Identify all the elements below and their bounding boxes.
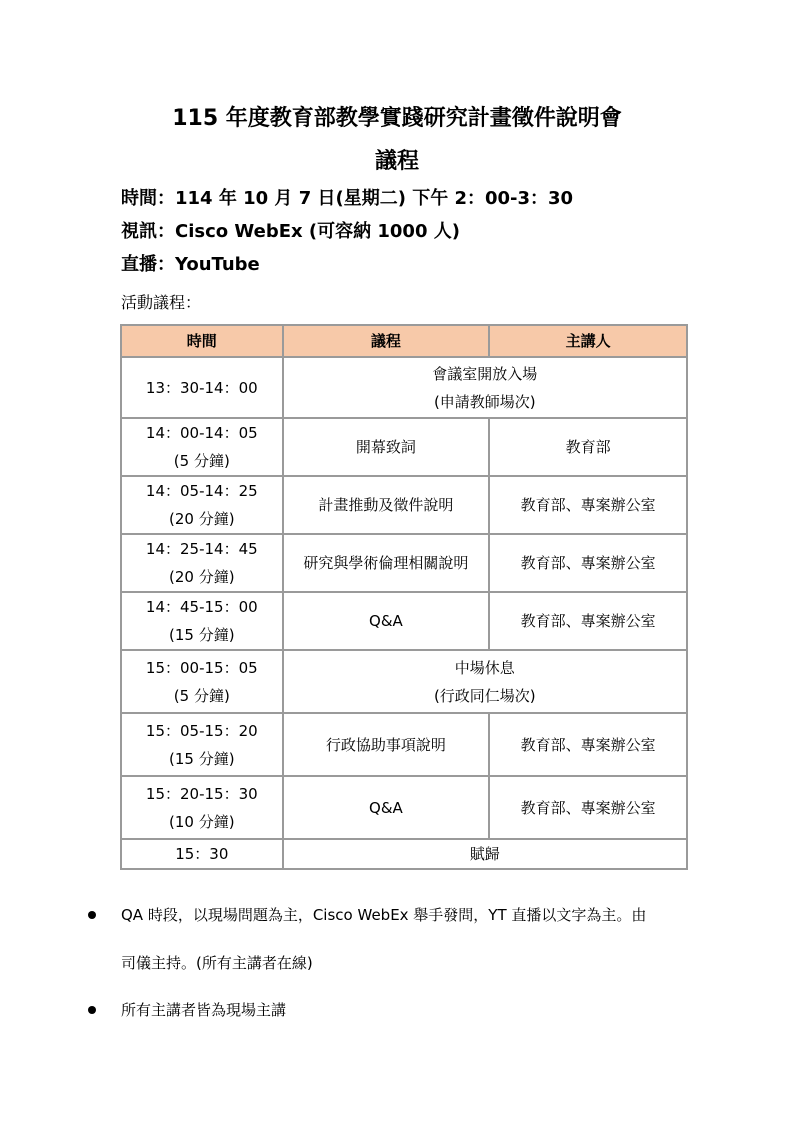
duration-text: (20 分鐘) — [169, 568, 235, 586]
item-subtext: (行政同仁場次) — [433, 686, 536, 705]
time-text: 14：25-14：45 — [145, 540, 258, 558]
time-text: 15：00-15：05 — [145, 658, 258, 677]
table-row — [121, 713, 687, 776]
time-cell — [121, 476, 283, 534]
item-cell — [283, 650, 687, 713]
time-text: 14：00-14：05 — [145, 424, 258, 442]
item-cell: Q&A — [283, 776, 490, 839]
duration-text: (5 分鐘) — [173, 452, 230, 470]
table-row — [121, 476, 687, 534]
time-text: 15：20-15：30 — [145, 784, 258, 803]
duration-text: (15 分鐘) — [169, 626, 235, 644]
agenda-table — [120, 324, 688, 870]
time-cell — [121, 776, 283, 839]
time-text: 14：05-14：25 — [145, 482, 258, 500]
item-cell: Q&A — [283, 592, 490, 650]
header-time: 時間 — [121, 325, 283, 357]
item-subtext: (申請教師場次) — [433, 392, 536, 411]
table-row — [121, 534, 687, 592]
time-cell: 15：30 — [121, 839, 283, 869]
time-text: 13：30-14：00 — [145, 378, 258, 397]
table-row — [121, 357, 687, 418]
note-line: QA 時段，以現場問題為主，Cisco WebEx 舉手發問，YT 直播以文字為主。由 — [121, 906, 647, 924]
table-row — [121, 776, 687, 839]
time-text: 14：45-15：00 — [145, 598, 258, 616]
note-line: 司儀主持。(所有主講者在線) — [121, 954, 313, 972]
item-cell: 計畫推動及徵件說明 — [283, 476, 490, 534]
item-cell: 開幕致詞 — [283, 418, 490, 476]
note-line: 所有主講者皆為現場主講 — [121, 1001, 287, 1019]
time-text: 15：05-15：20 — [145, 721, 258, 740]
item-text: 中場休息 — [454, 658, 515, 677]
time-cell — [121, 357, 283, 418]
info-live: 直播：YouTube — [121, 254, 260, 275]
time-cell — [121, 534, 283, 592]
duration-text: (10 分鐘) — [169, 812, 235, 831]
document-title: 115 年度教育部教學實踐研究計畫徵件說明會 — [172, 106, 622, 131]
info-video: 視訊：Cisco WebEx (可容納 1000 人) — [121, 221, 460, 242]
time-cell — [121, 650, 283, 713]
header-speaker: 主講人 — [489, 325, 687, 357]
item-cell: 賦歸 — [283, 839, 687, 869]
speaker-cell: 教育部、專案辦公室 — [489, 776, 687, 839]
item-cell: 研究與學術倫理相關說明 — [283, 534, 490, 592]
speaker-cell: 教育部、專案辦公室 — [489, 592, 687, 650]
document-subtitle: 議程 — [374, 149, 419, 174]
speaker-cell: 教育部 — [489, 418, 687, 476]
time-cell — [121, 418, 283, 476]
table-header-row — [121, 325, 687, 357]
duration-text: (15 分鐘) — [169, 749, 235, 768]
item-cell: 行政協助事項說明 — [283, 713, 490, 776]
table-row — [121, 418, 687, 476]
speaker-cell: 教育部、專案辦公室 — [489, 713, 687, 776]
time-cell — [121, 592, 283, 650]
info-time: 時間：114 年 10 月 7 日(星期二) 下午 2：00-3：30 — [121, 188, 574, 209]
table-row — [121, 839, 687, 869]
bullet-icon — [88, 1006, 96, 1014]
speaker-cell: 教育部、專案辦公室 — [489, 534, 687, 592]
time-cell — [121, 713, 283, 776]
duration-text: (5 分鐘) — [173, 686, 230, 705]
duration-text: (20 分鐘) — [169, 510, 235, 528]
header-item: 議程 — [283, 325, 490, 357]
item-cell — [283, 357, 687, 418]
bullet-icon — [88, 911, 96, 919]
table-row — [121, 650, 687, 713]
section-label: 活動議程： — [121, 293, 202, 312]
item-text: 會議室開放入場 — [432, 364, 538, 383]
table-row — [121, 592, 687, 650]
speaker-cell: 教育部、專案辦公室 — [489, 476, 687, 534]
